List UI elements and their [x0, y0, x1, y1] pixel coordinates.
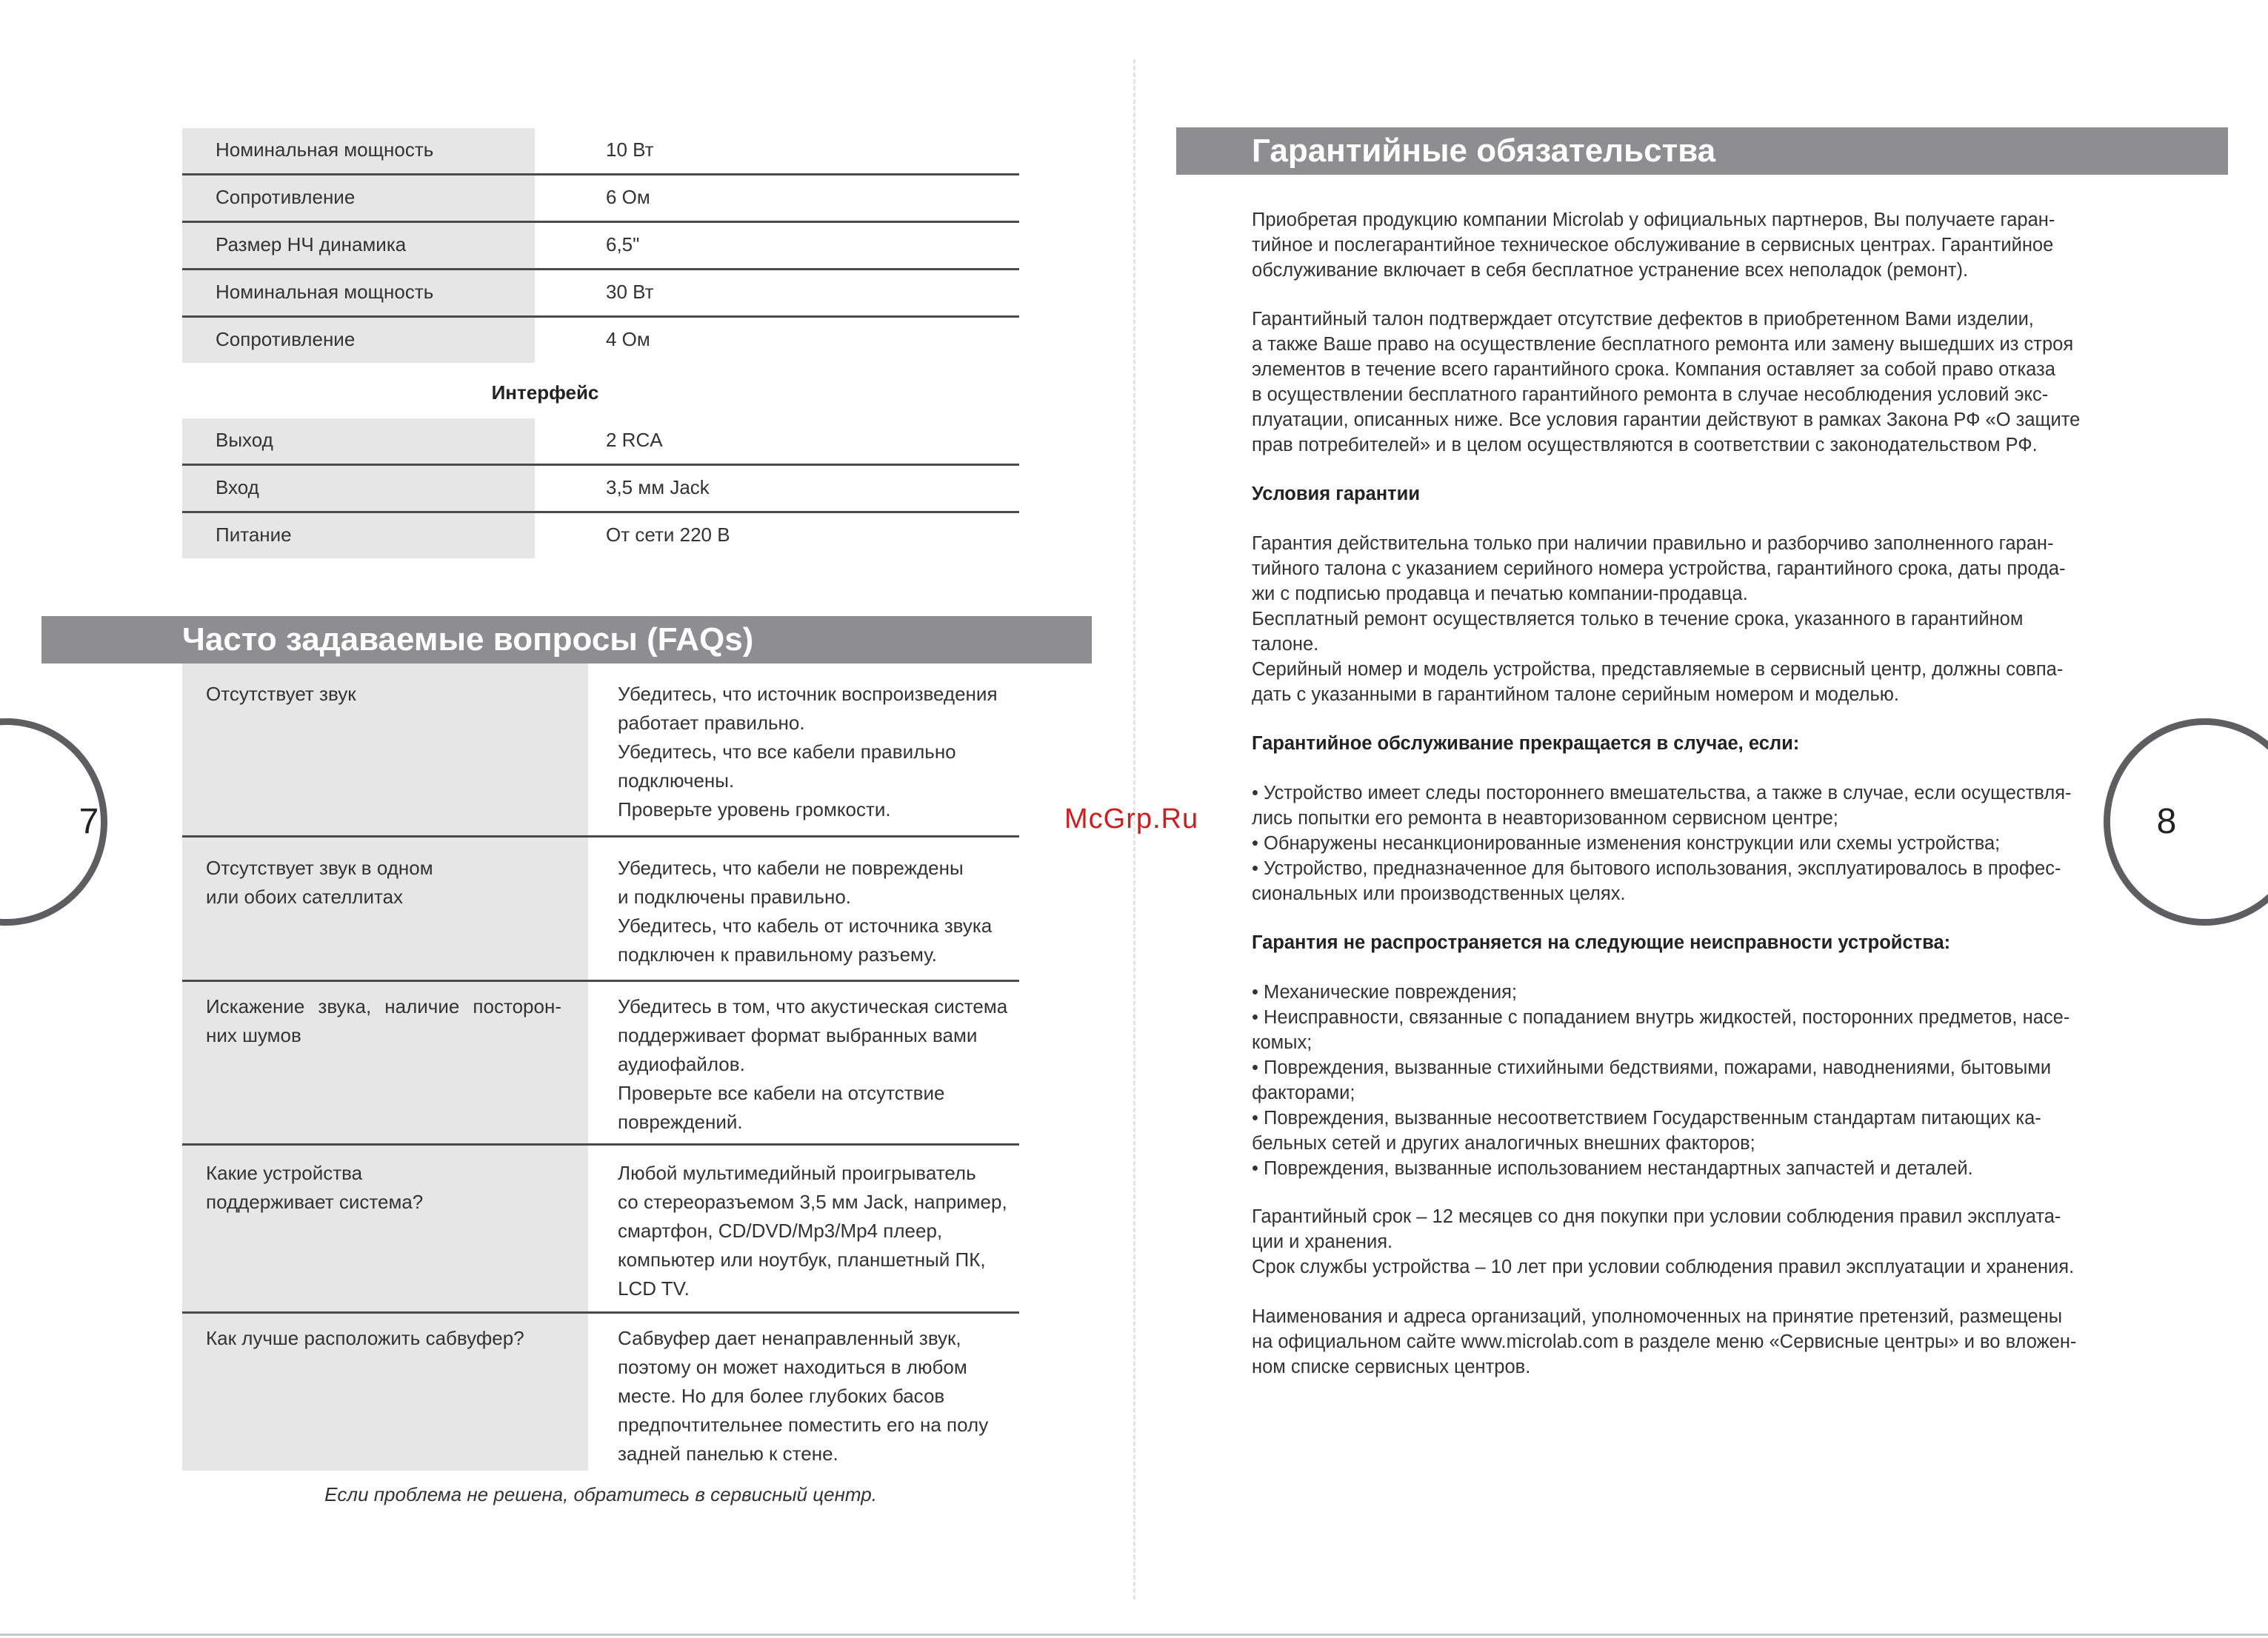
spec-label: Номинальная мощность — [216, 281, 434, 303]
warranty-list: • Механические повреждения; • Неисправности, связанные с попаданием внутрь жидкостей, посторонних предметов, насе- комых; • Повреждения, вызванные стихийными бедствиями, пожарами, наводнениями, бытовыми факторами; • Повреждения, вызванные несоответствием Государственным стандартам питающих ка- бельных сетей и других аналогичных внешних факторов; • Повреждения, вызванные использованием нестандартных запчастей и деталей. — [1252, 982, 2070, 1179]
spec-value: От сети 220 В — [606, 524, 730, 546]
warranty-paragraph: Гарантийный срок – 12 месяцев со дня покупки при условии соблюдения правил эксплуата- ции и хранения. Срок службы устройства – 10 лет при условии соблюдения правил эксплуатации и хранения. — [1252, 1206, 2075, 1277]
page-number-left: 7 — [79, 802, 99, 841]
spec-row — [182, 223, 1019, 270]
faq-row — [182, 982, 1019, 1146]
spec-row — [182, 466, 1019, 513]
spec-value: 2 RCA — [606, 429, 663, 451]
spec-value: 6,5" — [606, 233, 640, 255]
faq-row — [182, 838, 1019, 982]
warranty-heading: Гарантийное обслуживание прекращается в случае, если: — [1252, 733, 1800, 754]
warranty-heading: Гарантия не распространяется на следующие неисправности устройства: — [1252, 932, 1951, 953]
spec-label: Выход — [216, 429, 273, 451]
faq-footer-note: Если проблема не решена, обратитесь в сервисный центр. — [324, 1483, 877, 1505]
faq-answer: Убедитесь, что источник воспроизведения работает правильно. Убедитесь, что все кабели правильно подключены. Проверьте уровень громкости. — [618, 683, 998, 820]
spec-row — [182, 418, 1019, 466]
spec-label: Сопротивление — [216, 328, 356, 350]
spec-value: 4 Ом — [606, 328, 650, 350]
faq-header-bar — [41, 616, 1092, 663]
spec-row — [182, 318, 1019, 363]
faq-title: Часто задаваемые вопросы (FAQs) — [182, 621, 754, 658]
spec-value: 3,5 мм Jack — [606, 476, 710, 498]
bottom-rule — [0, 1634, 2268, 1636]
faq-question: Искажение звука, наличие посторон- них шумов — [206, 995, 561, 1046]
warranty-paragraph: Приобретая продукцию компании Microlab у официальных партнеров, Вы получаете гаран- тийное и послегарантийное техническое обслуживание в сервисных центрах. Гарантийное обслуживание включает в себя бесплатное устранение всех неполадок (ремонт). — [1252, 210, 2055, 281]
spec-label: Размер НЧ динамика — [216, 233, 407, 255]
spec-value: 6 Ом — [606, 186, 650, 208]
warranty-paragraph: Гарантийный талон подтверждает отсутствие дефектов в приобретенном Вами изделии, а также Ваше право на осуществление бесплатного ремонта или замену вышедших из строя элементов в течение всего гарантийного срока. Компания оставляет за собой право отказа в осуществлении бесплатного гарантийного ремонта в случае несоблюдения условий экс- плуатации, описанных ниже. Все условия гарантии действуют в рамках Закона РФ «О защите прав потребителей» и в целом осуществляются в соответствии с законодательством РФ. — [1252, 309, 2081, 455]
faq-row — [182, 663, 1019, 838]
spec-label: Питание — [216, 524, 292, 546]
faq-answer: Убедитесь, что кабели не повреждены и подключены правильно. Убедитесь, что кабель от источника звука подключен к правильному разъему. — [618, 857, 993, 966]
spec-value: 10 Вт — [606, 138, 654, 161]
faq-question: Отсутствует звук — [206, 683, 356, 705]
faq-answer: Любой мультимедийный проигрыватель со стереоразъемом 3,5 мм Jack, например, смартфон, CD/DVD/Mp3/Mp4 плеер, компьютер или ноутбук, планшетный ПК, LCD TV. — [618, 1162, 1007, 1300]
warranty-header-bar — [1176, 127, 2228, 175]
spec-label: Вход — [216, 476, 259, 498]
faq-question: Как лучше расположить сабвуфер? — [206, 1327, 524, 1349]
watermark: McGrp.Ru — [1064, 803, 1199, 835]
spec-label: Сопротивление — [216, 186, 356, 208]
interface-heading: Интерфейс — [491, 381, 599, 404]
faq-question: Отсутствует звук в одном или обоих сателлитах — [206, 857, 433, 908]
spec-row — [182, 513, 1019, 558]
warranty-heading: Условия гарантии — [1252, 484, 1420, 504]
spec-value: 30 Вт — [606, 281, 654, 303]
warranty-paragraph: Гарантия действительна только при наличии правильно и разборчиво заполненного гаран- тийного талона с указанием серийного номера устройства, гарантийного срока, даты прода- жи с подписью продавца и печатью компании-продавца. Бесплатный ремонт осуществляется только в течение срока, указанного в гарантийном талоне. Серийный номер и модель устройства, представляемые в сервисный центр, должны совпа- дать с указанными в гарантийном талоне серийным номером и моделью. — [1252, 533, 2066, 705]
faq-answer: Сабвуфер дает ненаправленный звук, поэтому он может находиться в любом месте. Но для более глубоких басов предпочтительнее поместить его на полу задней панелью к стене. — [618, 1327, 989, 1465]
warranty-list: • Устройство имеет следы постороннего вмешательства, а также в случае, если осуществля- лись попытки его ремонта в неавторизованном сервисном центре; • Обнаружены несанкционированные изменения конструкции или схемы устройства; • Устройство, предназначенное для бытового использования, эксплуатировалось в профес- сиональных или производственных целях. — [1252, 783, 2072, 904]
page-number-right: 8 — [2156, 802, 2177, 841]
faq-answer: Убедитесь в том, что акустическая система поддерживает формат выбранных вами аудиофайлов. Проверьте все кабели на отсутствие повреждений. — [618, 995, 1008, 1133]
faq-row — [182, 1314, 1019, 1471]
spec-row — [182, 176, 1019, 223]
spec-row — [182, 270, 1019, 318]
spec-label: Номинальная мощность — [216, 138, 434, 161]
warranty-paragraph: Наименования и адреса организаций, уполномоченных на принятие претензий, размещены на официальном сайте www.microlab.com в разделе меню «Сервисные центры» и во вложен- ном списке сервисных центров. — [1252, 1306, 2077, 1377]
faq-question: Какие устройства поддерживает система? — [206, 1162, 424, 1213]
spec-row — [182, 128, 1019, 176]
faq-row — [182, 1146, 1019, 1314]
warranty-title: Гарантийные обязательства — [1252, 133, 1716, 169]
